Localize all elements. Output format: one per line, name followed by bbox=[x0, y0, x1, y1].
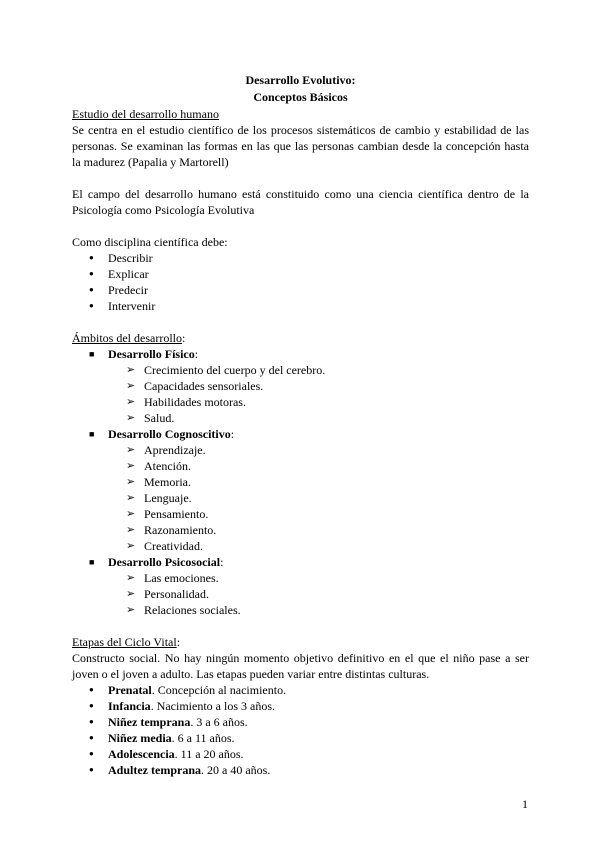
list-item: ● Intervenir bbox=[72, 298, 529, 314]
list-item: ● Explicar bbox=[72, 266, 529, 282]
list-item: ➢ Creatividad. bbox=[72, 538, 529, 554]
section-heading-etapas: Etapas del Ciclo Vital: bbox=[72, 635, 181, 649]
list-item: ➢ Memoria. bbox=[72, 474, 529, 490]
title-line-2: Conceptos Básicos bbox=[253, 90, 348, 104]
stage-item: ● Adultez temprana. 20 a 40 años. bbox=[72, 762, 529, 778]
stage-item: ● Prenatal. Concepción al nacimiento. bbox=[72, 682, 529, 698]
paragraph-etapas: Constructo social. No hay ningún momento objetivo definitivo en el que el niño pase a ser joven o el joven a adulto. Las etapas pueden variar entre distintas culturas. bbox=[72, 651, 529, 681]
ambitos-list bbox=[72, 346, 529, 618]
list-item: ➢ Personalidad. bbox=[72, 586, 529, 602]
stage-item: ● Infancia. Nacimiento a los 3 años. bbox=[72, 698, 529, 714]
document-page bbox=[72, 72, 529, 778]
title-line-1: Desarrollo Evolutivo: bbox=[245, 73, 356, 87]
list-item: ● Describir bbox=[72, 250, 529, 266]
discipline-intro: Como disciplina científica debe: bbox=[72, 235, 228, 249]
ambito-cognoscitivo: Desarrollo Cognoscitivo: ➢ Aprendizaje. ➢ Atención. ➢ Memoria. ➢ Lenguaje. ➢ Pensamiento. ➢ Razonamiento. ➢ Creatividad. bbox=[72, 426, 529, 554]
stage-item: ● Adolescencia. 11 a 20 años. bbox=[72, 746, 529, 762]
list-item: ➢ Las emociones. bbox=[72, 570, 529, 586]
list-item: ➢ Razonamiento. bbox=[72, 522, 529, 538]
list-item: ➢ Pensamiento. bbox=[72, 506, 529, 522]
discipline-list bbox=[72, 250, 529, 314]
ambito-psicosocial: Desarrollo Psicosocial: ➢ Las emociones. ➢ Personalidad. ➢ Relaciones sociales. bbox=[72, 554, 529, 618]
document-title bbox=[72, 72, 529, 106]
stage-item: ● Niñez media. 6 a 11 años. bbox=[72, 730, 529, 746]
paragraph-estudio: Se centra en el estudio científico de los procesos sistemáticos de cambio y estabilidad de las personas. Se examinan las formas en las que las personas cambian desde la concepción hasta la madurez (Papalia y Martorell) bbox=[72, 123, 529, 169]
list-item: ➢ Crecimiento del cuerpo y del cerebro. bbox=[72, 362, 529, 378]
list-item: ➢ Atención. bbox=[72, 458, 529, 474]
list-item: ➢ Salud. bbox=[72, 410, 529, 426]
ambito-title: Desarrollo Físico bbox=[108, 347, 195, 361]
stages-list bbox=[72, 682, 529, 778]
section-heading-estudio: Estudio del desarrollo humano bbox=[72, 107, 219, 121]
ambito-fisico: Desarrollo Físico: ➢ Crecimiento del cuerpo y del cerebro. ➢ Capacidades sensoriales. ➢ Habilidades motoras. ➢ Salud. bbox=[72, 346, 529, 426]
section-heading-ambitos: Ámbitos del desarrollo: bbox=[72, 331, 186, 345]
list-item: ➢ Lenguaje. bbox=[72, 490, 529, 506]
list-item: ● Predecir bbox=[72, 282, 529, 298]
ambito-title: Desarrollo Cognoscitivo bbox=[108, 427, 231, 441]
list-item: ➢ Habilidades motoras. bbox=[72, 394, 529, 410]
page-number: 1 bbox=[522, 797, 528, 811]
paragraph-campo: El campo del desarrollo humano está constituido como una ciencia científica dentro de la Psicología como Psicología Evolutiva bbox=[72, 187, 529, 217]
ambito-title: Desarrollo Psicosocial bbox=[108, 555, 221, 569]
list-item: ➢ Capacidades sensoriales. bbox=[72, 378, 529, 394]
list-item: ➢ Relaciones sociales. bbox=[72, 602, 529, 618]
stage-item: ● Niñez temprana. 3 a 6 años. bbox=[72, 714, 529, 730]
list-item: ➢ Aprendizaje. bbox=[72, 442, 529, 458]
